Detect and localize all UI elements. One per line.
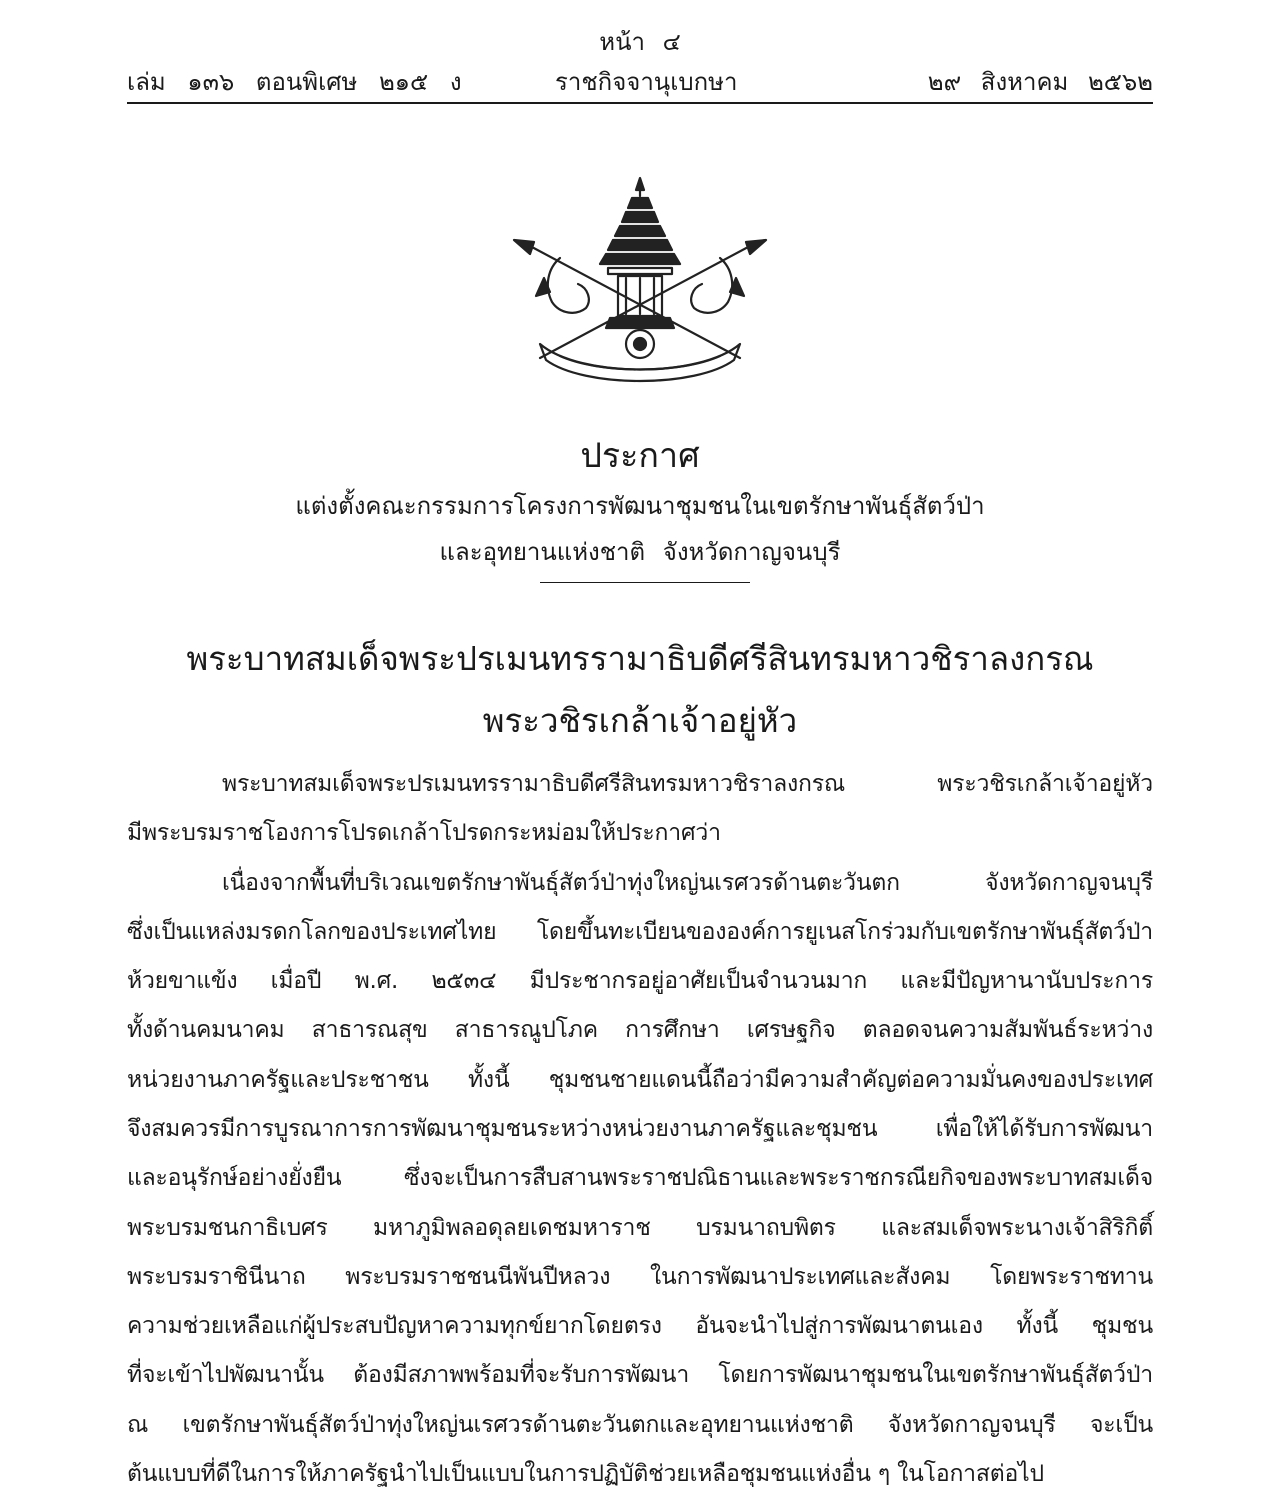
body-line: พระบรมราชินีนาถ พระบรมราชชนนีพันปีหลวง ในการพัฒนาประเทศและสังคม โดยพระราชทาน: [127, 1264, 1153, 1290]
title-divider: [540, 582, 750, 583]
gazette-header: [127, 62, 1153, 98]
body-line: มีพระบรมราชโองการโปรดเกล้าโปรดกระหม่อมให้ประกาศว่า: [127, 820, 721, 846]
header-divider: [127, 102, 1153, 104]
volume-info: เล่ม ๑๓๖ ตอนพิเศษ ๒๑๕ ง: [127, 68, 462, 96]
body-line: พระบรมชนกาธิเบศร มหาภูมิพลอดุลยเดชมหาราช บรมนาถบพิตร และสมเด็จพระนางเจ้าสิริกิติ์: [127, 1215, 1153, 1241]
royal-emblem-icon: [500, 168, 780, 400]
body-line: ทั้งด้านคมนาคม สาธารณสุข สาธารณูปโภค การศึกษา เศรษฐกิจ ตลอดจนความสัมพันธ์ระหว่าง: [127, 1017, 1153, 1043]
body-line: ความช่วยเหลือแก่ผู้ประสบปัญหาความทุกข์ยากโดยตรง อันจะนำไปสู่การพัฒนาตนเอง ทั้งนี้ ชุมชน: [127, 1313, 1153, 1339]
announcement-title: ประกาศ: [580, 436, 700, 476]
king-name-line-2: พระวชิรเกล้าเจ้าอยู่หัว: [482, 701, 798, 740]
body-line: และอนุรักษ์อย่างยั่งยืน ซึ่งจะเป็นการสืบสานพระราชปณิธานและพระราชกรณียกิจของพระบาทสมเด็จ: [127, 1165, 1153, 1191]
body-line: เนื่องจากพื้นที่บริเวณเขตรักษาพันธุ์สัตว์ป่าทุ่งใหญ่นเรศวรด้านตะวันตก จังหวัดกาญจนบุรี: [222, 870, 1153, 896]
body-line: ณ เขตรักษาพันธุ์สัตว์ป่าทุ่งใหญ่นเรศวรด้านตะวันตกและอุทยานแห่งชาติ จังหวัดกาญจนบุรี จะเป็น: [127, 1412, 1153, 1438]
body-line: ซึ่งเป็นแหล่งมรดกโลกของประเทศไทย โดยขึ้นทะเบียนขององค์การยูเนสโกร่วมกับเขตรักษาพันธุ์สัตว์ป่า: [127, 919, 1153, 945]
publication-name: ราชกิจจานุเบกษา: [555, 68, 738, 96]
announcement-subtitle-2: และอุทยานแห่งชาติ จังหวัดกาญจนบุรี: [439, 538, 841, 566]
body-line: หน่วยงานภาครัฐและประชาชน ทั้งนี้ ชุมชนชายแดนนี้ถือว่ามีความสำคัญต่อความมั่นคงของประเทศ: [127, 1067, 1153, 1093]
body-line: ที่จะเข้าไปพัฒนานั้น ต้องมีสภาพพร้อมที่จะรับการพัฒนา โดยการพัฒนาชุมชนในเขตรักษาพันธุ์สัตว์ป่า: [127, 1362, 1153, 1388]
king-name-line-1: พระบาทสมเด็จพระปรเมนทรรามาธิบดีศรีสินทรมหาวชิราลงกรณ: [186, 639, 1094, 678]
announcement-subtitle-1: แต่งตั้งคณะกรรมการโครงการพัฒนาชุมชนในเขตรักษาพันธุ์สัตว์ป่า: [295, 492, 985, 520]
body-line: จึงสมควรมีการบูรณาการการพัฒนาชุมชนระหว่างหน่วยงานภาครัฐและชุมชน เพื่อให้ได้รับการพัฒนา: [127, 1116, 1153, 1142]
body-line: พระบาทสมเด็จพระปรเมนทรรามาธิบดีศรีสินทรมหาวชิราลงกรณ พระวชิรเกล้าเจ้าอยู่หัว: [222, 771, 1153, 797]
publication-date: ๒๙ สิงหาคม ๒๕๖๒: [927, 68, 1153, 96]
page-number: หน้า ๔: [599, 28, 681, 56]
body-line: ต้นแบบที่ดีในการให้ภาครัฐนำไปเป็นแบบในการปฏิบัติช่วยเหลือชุมชนแห่งอื่น ๆ ในโอกาสต่อไป: [127, 1461, 1044, 1487]
body-line: ห้วยขาแข้ง เมื่อปี พ.ศ. ๒๕๓๔ มีประชากรอยู่อาศัยเป็นจำนวนมาก และมีปัญหานานับประการ: [127, 968, 1153, 994]
